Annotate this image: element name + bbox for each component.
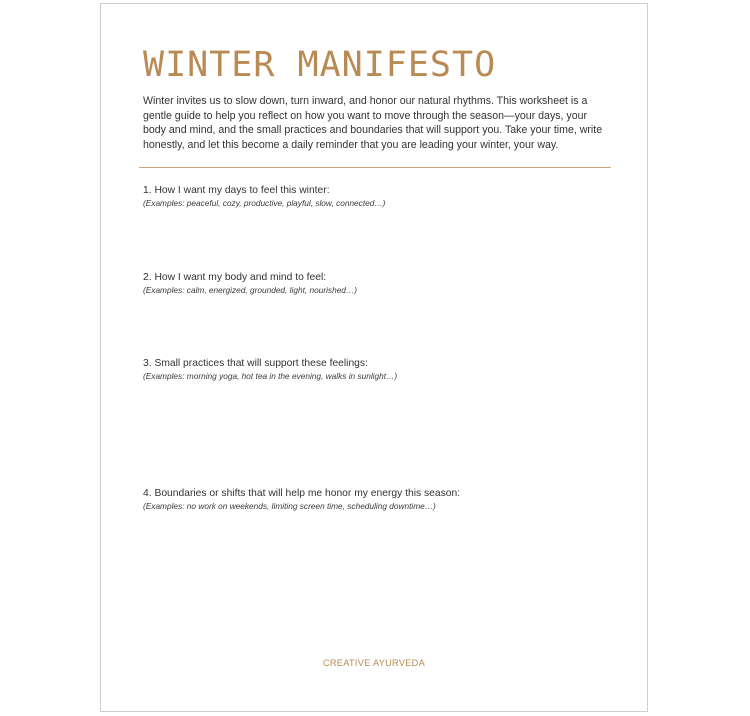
intro-paragraph: Winter invites us to slow down, turn inward, and honor our natural rhythms. This worksheet is a gentle guide to help you reflect on how you want to move through the season—your days, your body and mind, and the small practices and boundaries that will support you. Take your time, write honestly, and let this become a daily reminder that you are leading your winter, your way. (143, 95, 603, 151)
footer-brand: CREATIVE AYURVEDA (322, 658, 426, 668)
page-title: WINTER MANIFESTO (143, 45, 497, 85)
question-2-label: 2. How I want my body and mind to feel: (143, 272, 327, 283)
worksheet-page (100, 3, 648, 712)
section-divider (139, 167, 611, 168)
question-1-label: 1. How I want my days to feel this winter: (143, 185, 330, 196)
question-3-example: (Examples: morning yoga, hot tea in the evening, walks in sunlight…) (143, 371, 398, 381)
question-4-label: 4. Boundaries or shifts that will help me honor my energy this season: (143, 488, 461, 499)
question-2-example: (Examples: calm, energized, grounded, light, nourished…) (143, 285, 357, 295)
question-3-label: 3. Small practices that will support these feelings: (143, 358, 368, 369)
question-4 (143, 487, 613, 512)
question-3 (143, 357, 613, 382)
question-2 (143, 271, 613, 296)
question-4-example: (Examples: no work on weekends, limiting screen time, scheduling downtime…) (143, 501, 436, 511)
question-1 (143, 184, 613, 209)
question-1-example: (Examples: peaceful, cozy, productive, playful, slow, connected…) (143, 198, 386, 208)
